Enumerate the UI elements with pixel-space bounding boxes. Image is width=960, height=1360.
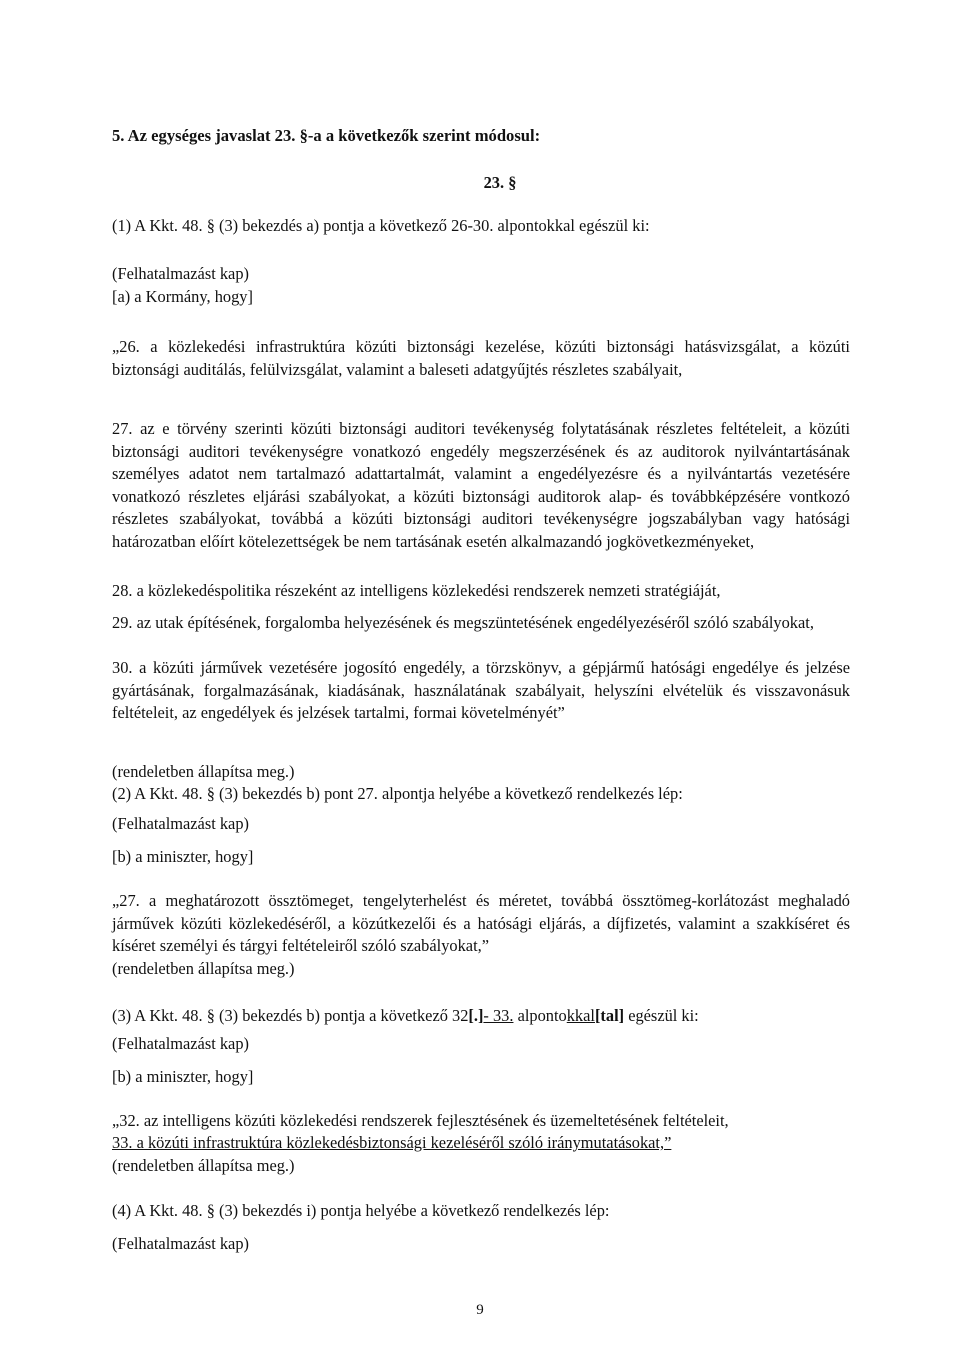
closing-1: (rendeletben állapítsa meg.) bbox=[112, 762, 295, 781]
paragraph-4: (4) A Kkt. 48. § (3) bekezdés i) pontja helyébe a következő rendelkezés lép: bbox=[112, 1201, 610, 1220]
closing-3: (rendeletben állapítsa meg.) bbox=[112, 1156, 295, 1175]
authorization-1: (Felhatalmazást kap) bbox=[112, 264, 249, 283]
item-30: 30. a közúti járművek vezetésére jogosító engedély, a törzskönyv, a gépjármű hatósági engedélye és jelzése gyártásának, forgalmazásának, kiadásának, használatának szabályait, helyszíni elvételük és visszavonásuk feltételeit, az engedélyek és jelzések tartalmi, formai követelményét” bbox=[112, 658, 850, 723]
authorization-2: (Felhatalmazást kap) bbox=[112, 814, 249, 833]
closing-2: (rendeletben állapítsa meg.) bbox=[112, 959, 295, 978]
paragraph-3-deleted-dot: [.] bbox=[468, 1006, 484, 1025]
paragraph-3-text-d: alponto bbox=[513, 1006, 567, 1025]
authorization-1-subject: [a) a Kormány, hogy] bbox=[112, 287, 253, 306]
item-29: 29. az utak építésének, forgalomba helyezésének és megszüntetésének engedélyezéséről szóló szabályokat, bbox=[112, 613, 814, 632]
authorization-3-subject: [b) a miniszter, hogy] bbox=[112, 1067, 254, 1086]
paragraph-3-deleted-suffix: [tal] bbox=[594, 1006, 625, 1025]
item-33: 33. a közúti infrastruktúra közlekedésbiztonsági kezeléséről szóló iránymutatásokat,” bbox=[112, 1133, 672, 1152]
paragraph-3-text-g: egészül ki: bbox=[624, 1006, 699, 1025]
item-28: 28. a közlekedéspolitika részeként az intelligens közlekedési rendszerek nemzeti stratégiáját, bbox=[112, 581, 721, 600]
item-32: „32. az intelligens közúti közlekedési rendszerek fejlesztésének és üzemeltetésének feltételeit, bbox=[112, 1111, 729, 1130]
item-27: 27. az e törvény szerinti közúti biztonsági auditori tevékenység folytatásának részletes feltételeit, a közúti biztonsági auditori tevékenységre vonatkozó engedély megszerzésének és az auditorok nyilvántartásának személyes adatot nem tartalmazó adattartalmát, valamint a engedélyezésre és a nyilvántartás vezetésére vonatkozó részletes eljárási szabályokat, a közúti biztonsági auditorok alap- és továbbképzésére vontkozó részletes szabályokat, továbbá a közúti biztonsági auditori tevékenységre jogszabályban vagy hatósági határozatban előírt kötelezettségek be nem tartásának esetén alkalmazandó jogkövetkezményeket, bbox=[112, 419, 850, 551]
item-27-new: „27. a meghatározott össztömeget, tengelyterhelést és méretet, továbbá össztömeg-korlátozást meghaladó járművek közúti közlekedéséről, a közútkezelői és a hatósági eljárás, a díjfizetés, valamint a szakkíséret és kíséret személyi és tárgyi feltételeiről szóló szabályokat,” bbox=[112, 891, 850, 956]
page-number: 9 bbox=[476, 1302, 484, 1318]
item-26: „26. a közlekedési infrastruktúra közúti biztonsági kezelése, közúti biztonsági hatásvizsgálat, a közúti biztonsági auditálás, felülvizsgálat, valamint a baleseti adatgyűjtés részletes szabályait, bbox=[112, 337, 850, 379]
paragraph-2: (2) A Kkt. 48. § (3) bekezdés b) pont 27. alpontja helyébe a következő rendelkezés lép: bbox=[112, 784, 683, 803]
paragraph-3-inserted-suffix: kkal bbox=[566, 1006, 595, 1025]
authorization-2-subject: [b) a miniszter, hogy] bbox=[112, 847, 254, 866]
section-number: 23. § bbox=[483, 173, 517, 192]
paragraph-3-text-a: (3) A Kkt. 48. § (3) bekezdés b) pontja a következő 32 bbox=[112, 1006, 469, 1025]
paragraph-1: (1) A Kkt. 48. § (3) bekezdés a) pontja a következő 26-30. alpontokkal egészül ki: bbox=[112, 216, 650, 235]
paragraph-3-inserted-range: - 33. bbox=[483, 1006, 514, 1025]
paragraph-3 bbox=[112, 1005, 850, 1028]
authorization-4: (Felhatalmazást kap) bbox=[112, 1234, 249, 1253]
authorization-3: (Felhatalmazást kap) bbox=[112, 1034, 249, 1053]
section-heading: 5. Az egységes javaslat 23. §-a a következők szerint módosul: bbox=[112, 126, 541, 145]
